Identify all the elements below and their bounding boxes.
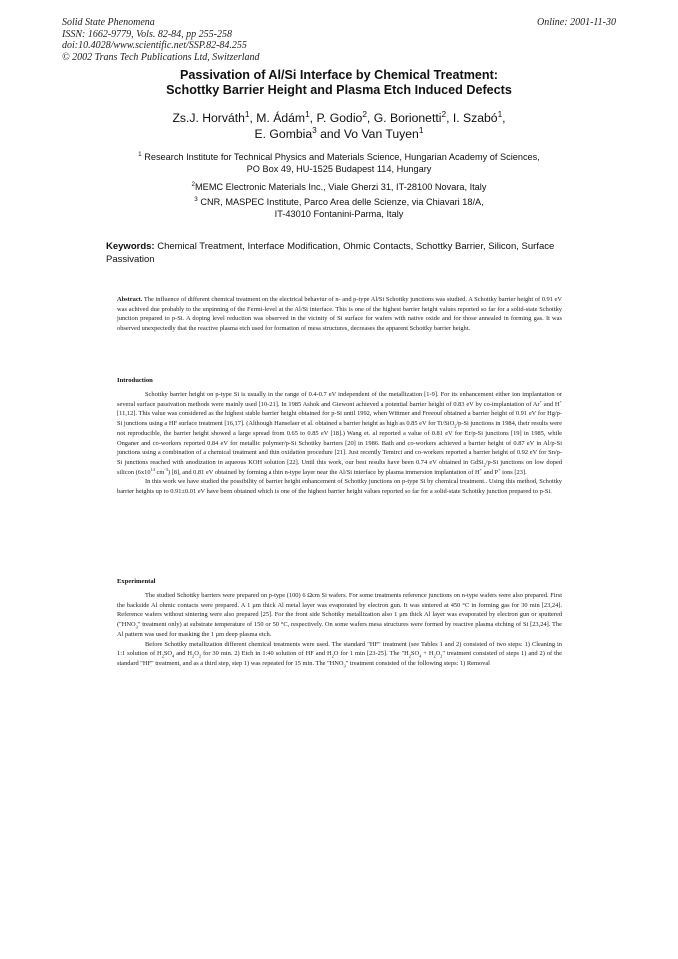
affiliation-3: $^3$ CNR, MASPEC Institute, Parco Area delle Scienze, via Chiavari 18/A, IT-43010 Fontanini-Parma, Italy [194, 195, 484, 219]
section-heading-introduction: Introduction [117, 377, 153, 384]
keywords-text: Chemical Treatment, Interface Modification, Ohmic Contacts, Schottky Barrier, Silicon, Surface Passivation [106, 241, 555, 265]
affiliation-2: $^2$MEMC Electronic Materials Inc., Viale Gherzi 31, IT-28100 Novara, Italy [191, 180, 487, 192]
copyright-line: © 2002 Trans Tech Publications Ltd, Switzerland [62, 51, 260, 63]
keywords-label: Keywords: [106, 241, 155, 252]
introduction-body [117, 390, 562, 497]
author-list: Zs.J. Horváth$^1$, M. Ádám$^1$, P. Godio$^2$, G. Borionetti$^2$, I. Szabó$^1$, E. Gombia$^3$ and Vo Van Tuyen$^1$ [172, 108, 506, 141]
experimental-body [117, 591, 562, 669]
paper-title [100, 68, 578, 98]
title-line-1: Passivation of Al/Si Interface by Chemical Treatment: [180, 68, 498, 82]
affiliation-1: $^1$ Research Institute for Technical Physics and Materials Science, Hungarian Academy of Sciences, PO Box 49, HU-1525 Budapest 114, Hungary [138, 150, 540, 174]
author: P. Godio [316, 111, 363, 125]
journal-name: Solid State Phenomena [62, 17, 155, 28]
author: I. Szabó [452, 111, 498, 125]
online-date: Online: 2001-11-30 [537, 17, 616, 28]
journal-header [62, 17, 260, 63]
abstract [117, 295, 562, 334]
keywords [106, 241, 566, 266]
experimental-paragraph-1: The studied Schottky barriers were prepared on p-type (100) 6 Ωcm Si wafers. For some treatments reference junctions on n-type wafers were also prepared. First the backside Al ohmic contacts were prepared. A 1 μm thick Al metal layer was evaporated by electron gun. It was sintered at 450 °C in forming gas for 30 min [23,24]. Reference wafers without sintering were also prepared [25]. For the front side Schottky metallization also 1 μm thick Al layer was evaporated by electron gun or sputtered ("$HNO_3$" treatment only) at substrate temperature of 150 or 50 °C, respectively. On some wafers mesa structures were formed by reactive plasma etching of Si [23,24]. The Al pattern was used for masking the 1 μm deep plasma etch. [117, 592, 562, 638]
abstract-label: Abstract. [117, 296, 143, 303]
author: G. Borionetti [373, 111, 442, 125]
section-heading-experimental: Experimental [117, 578, 156, 585]
introduction-paragraph-2: In this work we have studied the possibility of barrier height enhancement of Schottky junctions on p-type Si by chemical treatment.. Using this method, Schottky barrier heights up to 0.91±0.01 eV have been obtained which is one of the highest barrier height values reported so far for a solid-state Schottky junction prepared to p-Si. [117, 478, 562, 496]
doi-line[interactable]: doi:10.4028/www.scientific.net/SSP.82-84.255 [62, 40, 247, 51]
author: M. Ádám [256, 111, 306, 125]
title-line-2: Schottky Barrier Height and Plasma Etch Induced Defects [166, 83, 512, 97]
abstract-text: The influence of different chemical treatment on the electrical behaviur of n- and p-type Al/Si Schottky junctions was studied. A Schottky barrier height of 0.91 eV was achived due probably to the unpinning of the Fermi-level at the Al/Si interface. This is one of the highest barrier height values reported so far for a solid-state Schottky junction prepared to p-Si. A doping level reduction was observed in the vicinity of Si surface for wafers with native oxide and for those annealed in forming gas. It was observed unexpectedly that the reactive plasma etch used for formation of mesa structures, decreases the apparent Schottky barrier height. [117, 296, 563, 333]
experimental-paragraph-2: Before Schottky metallization different chemical treatments were used. The standard "HF" treatment (see Tables 1 and 2) consisted of two steps: 1) Cleaning in 1:1 solution of $H_2SO_4$ and $H_2O_2$ for 30 min. 2) Etch in 1:40 solution of HF and $H_2O$ for 1 min [23-25]. The "$H_2SO_4 + H_2O_2$" treatment consisted of steps 1) and 2) of the standard "HF" treatment, and as a third step, step 1) was repeated for 15 min. The "$HNO_3$" treatment consisted of the following steps: 1) Removal [117, 640, 562, 669]
author: Zs.J. Horváth [172, 111, 245, 125]
issn-line: ISSN: 1662-9779, Vols. 82-84, pp 255-258 [62, 28, 232, 40]
author: E. Gombia [254, 127, 313, 141]
introduction-paragraph-1: Schottky barrier height on p-type Si is usually in the range of 0.4-0.7 eV independent of the metallization [1-9]. For its enhancement either ion implantation or several surface passivation methods were mainly used [10-21]. In 1985 Ashok and Giewont achieved a potential barrier height of 0.83 eV by co-implantation of Ar+ and H+ [11,12]. This value was considered as the highest stable barrier height obtained for p-Si until 1992, when Wittmer and Freeouf obtained a barrier height of 0.91 eV for Hg/p-Si junctions using a HF surface treatment [16,17]. (Although Hanselaer et al. obtained a barrier height as high as 0.85 eV for Ti/SiO$_2$/p-Si junctions in 1984, their results were not reproducible, the barrier height showed a large spread from 0.65 to 0.85 eV [18].) Wang et. al reported a value of 0.81 eV for Er/p-Si junctions [19] in 1985, while Onganer and co-workers reported 0.84 eV for metallic polymer/p-Si Schottky barriers [20] in 1986. Bath and co-workers achieved a barrier height of 0.87 eV in Al/p-Si junctions using a combination of a chemical treatment and thin oxidation procedure [21]. Just recently Temirci and co-workers reported a barrier height of 0.92 eV for Sn/p-Si junctions reached with anodization in aqueous KOH solution [22]. Until this work, our best results have been 0.74 eV obtained in GdSi$_2$/p-Si junctions on low doped silicon ($6x10^{14}$ $cm^{-3}$) [8], and 0.81 eV obtained by forming a thin n-type layer near the Al/Si interface by plasma immersion implantation of H+ and P+ ions [23]. [117, 391, 562, 476]
author: Vo Van Tuyen [343, 127, 419, 141]
